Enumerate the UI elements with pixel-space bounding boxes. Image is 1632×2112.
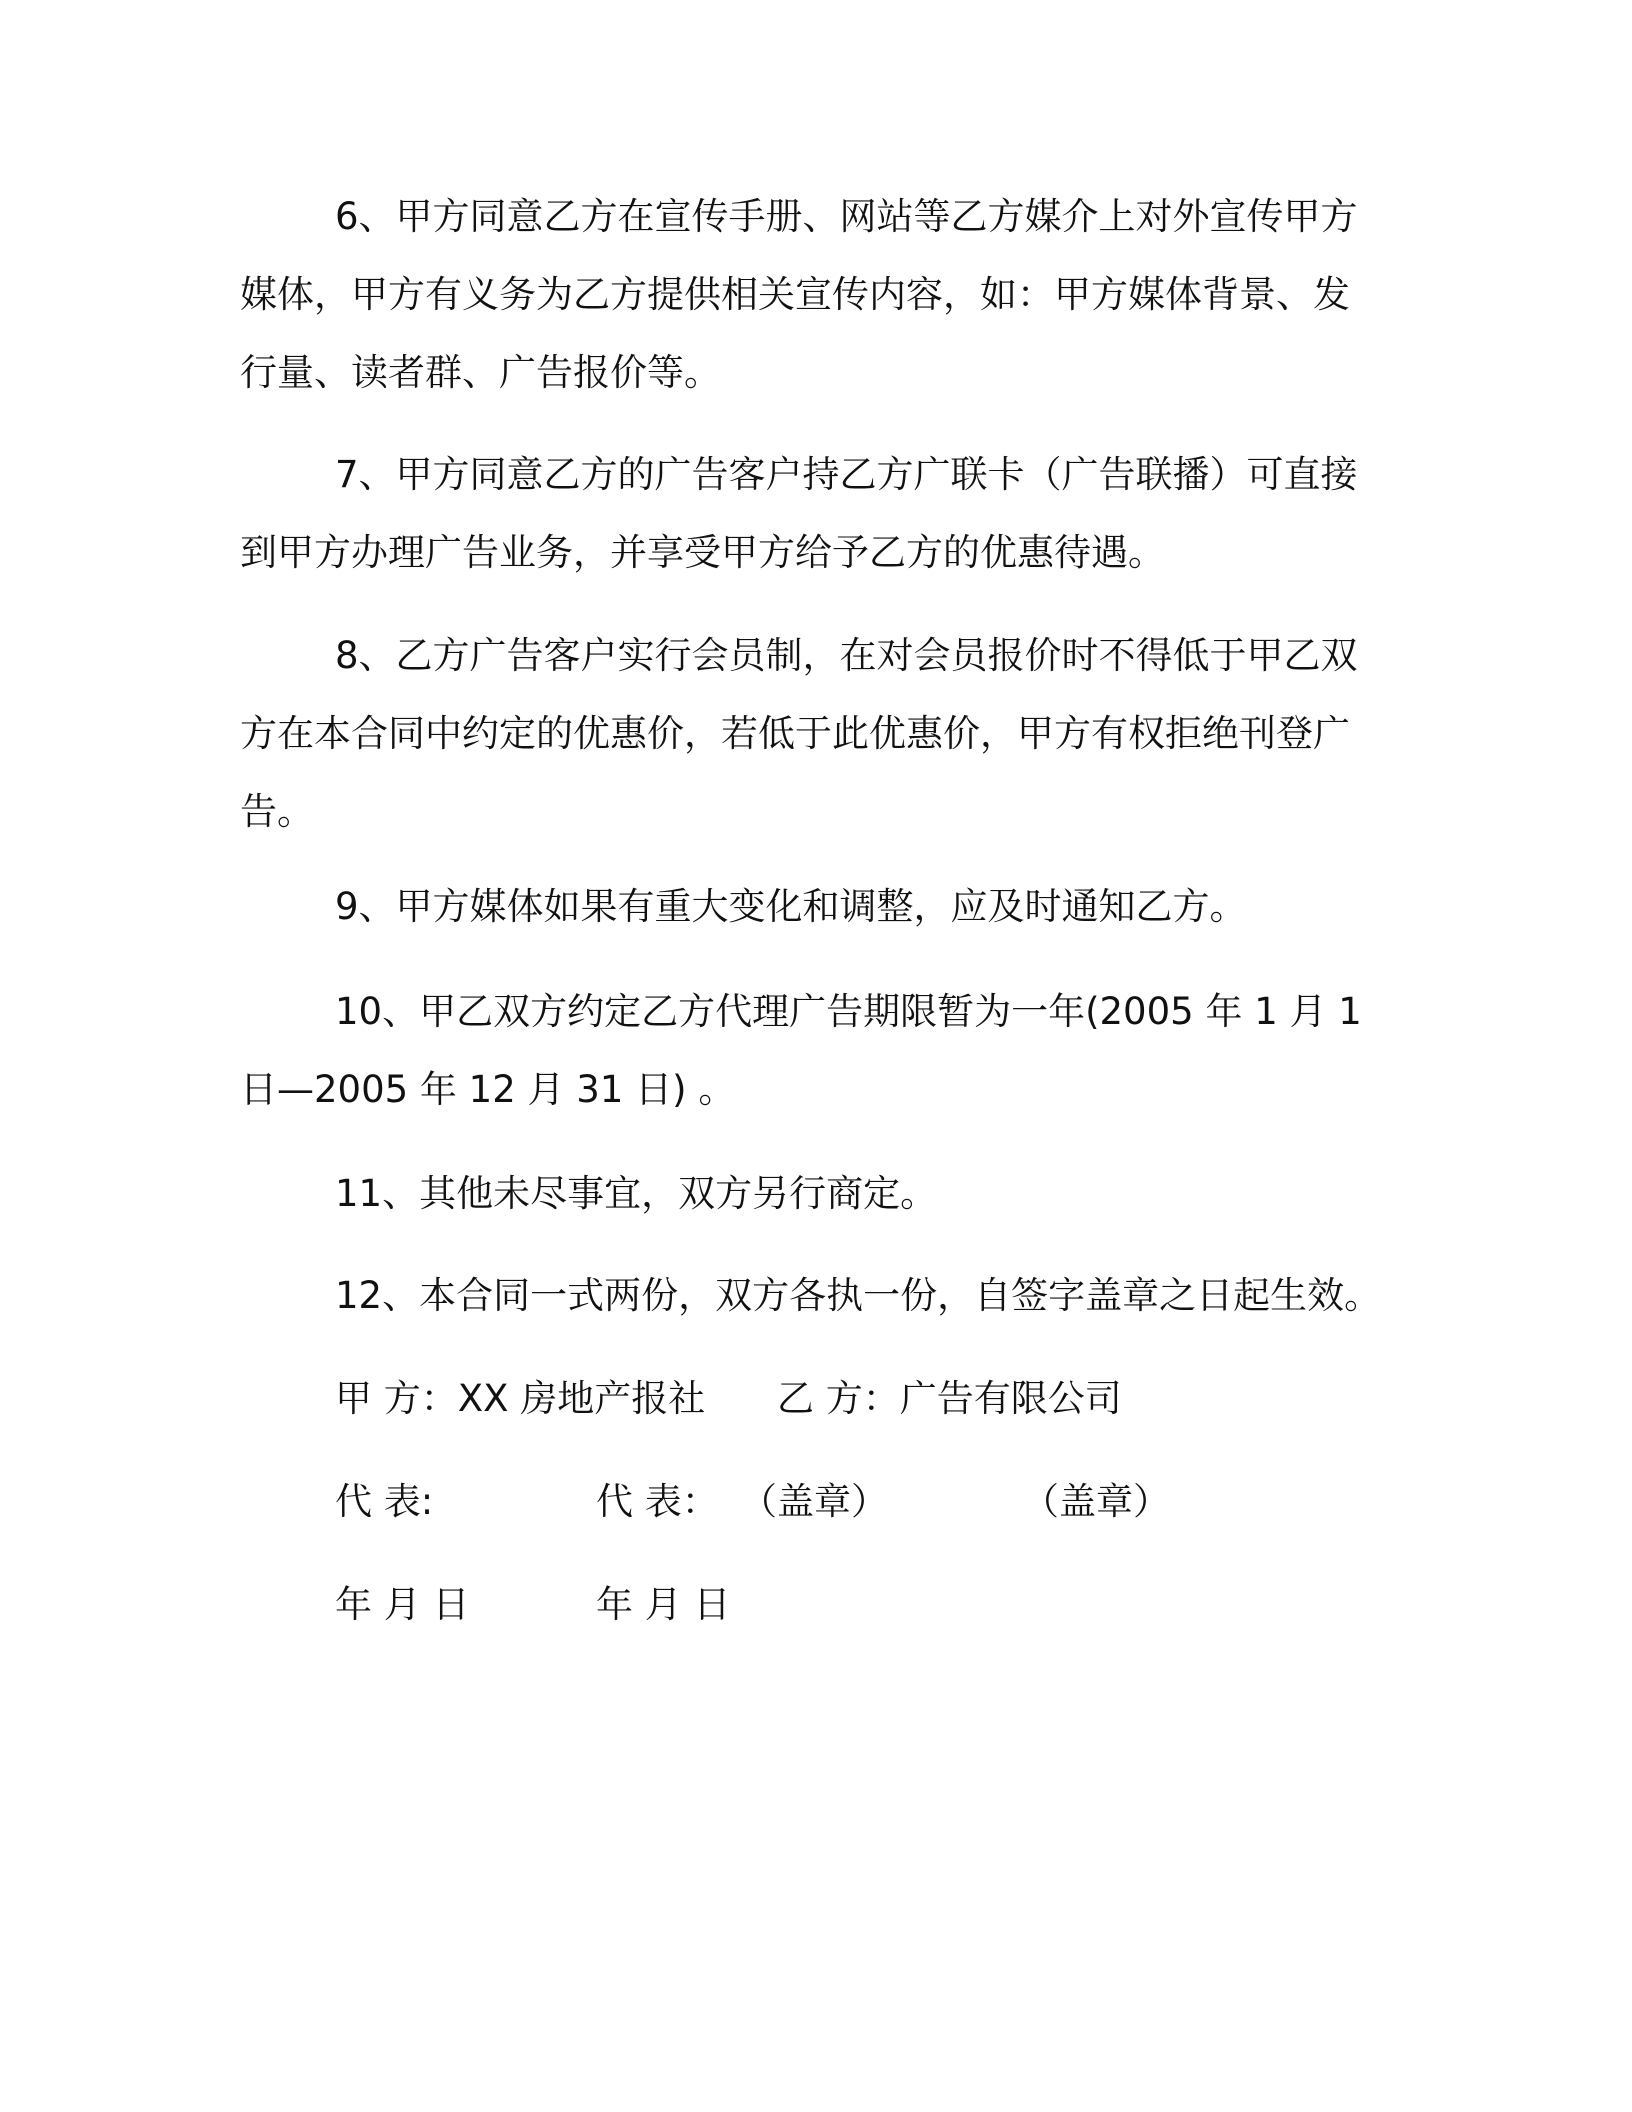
party-b-name: 乙 方：广告有限公司 xyxy=(777,1377,1122,1420)
party-b-seal: （盖章） xyxy=(1022,1480,1170,1523)
clause-8: 8、乙方广告客户实行会员制，在对会员报价时不得低于甲乙双方在本合同中约定的优惠价，若低于此优惠价，甲方有权拒绝刊登广告。 xyxy=(240,634,1358,833)
party-b-date: 年 月 日 xyxy=(596,1583,731,1626)
clause-11: 11、其他未尽事宜，双方另行商定。 xyxy=(335,1172,938,1215)
party-a-date: 年 月 日 xyxy=(335,1583,470,1626)
party-a-seal: （盖章） xyxy=(740,1480,888,1523)
clause-12: 12、本合同一式两份，双方各执一份，自签字盖章之日起生效。 xyxy=(335,1274,1382,1317)
party-a-name: 甲 方：XX 房地产报社 xyxy=(335,1377,706,1420)
clause-7: 7、甲方同意乙方的广告客户持乙方广联卡（广告联播）可直接到甲方办理广告业务，并享受甲方给予乙方的优惠待遇。 xyxy=(240,453,1358,574)
clause-6: 6、甲方同意乙方在宣传手册、网站等乙方媒介上对外宣传甲方媒体，甲方有义务为乙方提供相关宣传内容，如：甲方媒体背景、发行量、读者群、广告报价等。 xyxy=(240,195,1358,394)
clause-10: 10、甲乙双方约定乙方代理广告期限暂为一年(2005 年 1 月 1 日—2005 年 12 月 31 日) 。 xyxy=(240,990,1362,1111)
party-b-representative: 代 表： xyxy=(596,1480,719,1523)
party-a-representative: 代 表: xyxy=(335,1480,434,1523)
clause-9: 9、甲方媒体如果有重大变化和调整，应及时通知乙方。 xyxy=(335,885,1247,928)
